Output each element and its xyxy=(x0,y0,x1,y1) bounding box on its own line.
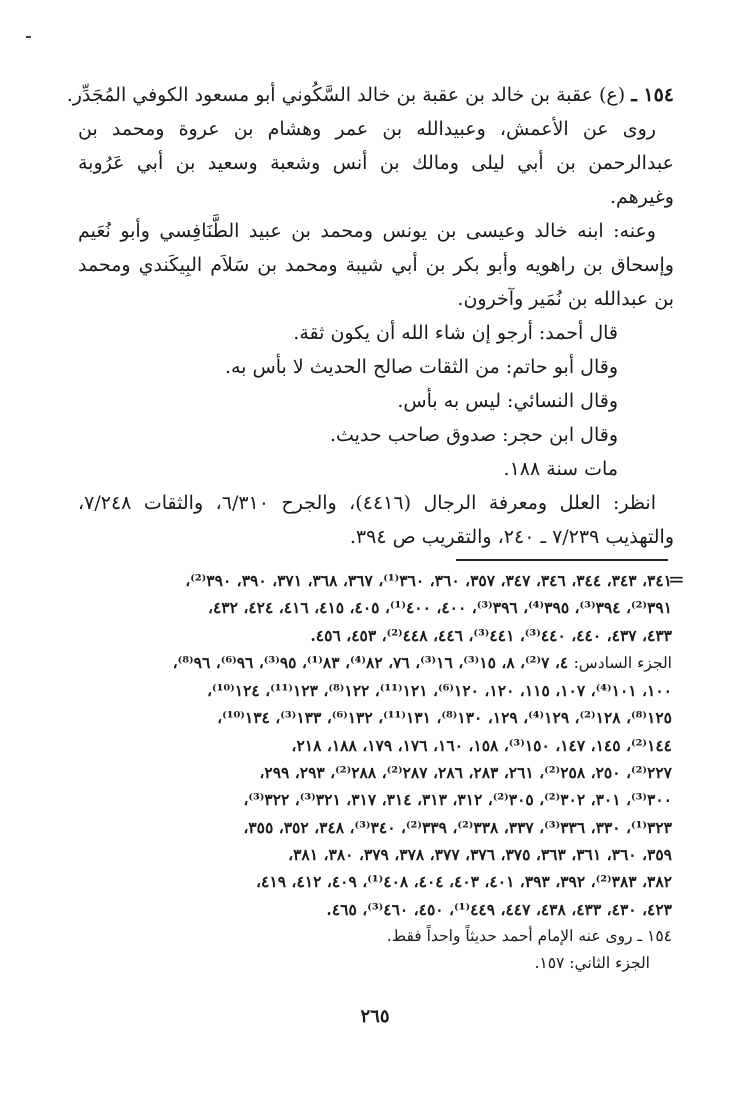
opinion-nasai: وقال النسائي: ليس به بأس. xyxy=(397,390,618,412)
footnote-line: ١٠٠، ١٠١⁽⁴⁾، ١٠٧، ١١٥، ١٢٠، ١٢٠⁽⁶⁾، ١٢١⁽¹¹⁾، ١٢٢⁽⁸⁾، ١٢٣⁽¹¹⁾، ١٢٤⁽¹⁰⁾، xyxy=(206,681,672,701)
footnote-line: ١٢٥⁽⁸⁾، ١٢٨⁽²⁾، ١٢٩⁽⁴⁾، ١٢٩، ١٣٠⁽⁸⁾، ١٣١⁽¹¹⁾، ١٣٢⁽⁶⁾، ١٣٣⁽³⁾، ١٣٤⁽¹⁰⁾، xyxy=(217,708,672,728)
footnote-line: ٤٣٣، ٤٣٧، ٤٤٠، ٤٤٠⁽³⁾، ٤٤١⁽³⁾، ٤٤٦، ٤٤٨⁽²⁾، ٤٥٣، ٤٥٦. xyxy=(310,625,672,645)
transmitters-from: روى عن الأعمش، وعبيدالله بن عمر وهشام بن عروة ومحمد بن عبدالرحمن بن أبي ليلى ومالك بن أنس وشعبة وسعيد بن أبي عَرُوبة وغيرهم. xyxy=(78,118,674,208)
footnote-154-part2: الجزء الثاني: ١٥٧. xyxy=(534,954,650,973)
footnote-line: ٣٩١⁽²⁾، ٣٩٤⁽³⁾، ٣٩٥⁽⁴⁾، ٣٩٦⁽³⁾، ٤٠٠، ٤٠٠⁽¹⁾، ٤٠٥، ٤١٥، ٤١٦، ٤٢٤، ٤٣٢، xyxy=(207,598,672,618)
footnote-line: ٢٢٧⁽²⁾، ٢٥٠، ٢٥٨⁽²⁾، ٢٦١، ٢٨٣، ٢٨٦، ٢٨٧⁽²⁾، ٢٨٨⁽²⁾، ٢٩٣، ٢٩٩، xyxy=(259,763,672,783)
death-year: مات سنة ١٨٨. xyxy=(503,458,618,480)
footnote-line: ٤٢٣، ٤٣٠، ٤٣٣، ٤٣٨، ٤٤٧، ٤٤٩⁽¹⁾، ٤٥٠، ٤٦٠⁽³⁾، ٤٦٥. xyxy=(326,899,672,919)
part6-refs: ٤، ٧⁽²⁾، ٨، ١٥⁽³⁾، ١٦⁽³⁾، ٧٦، ٨٢⁽⁴⁾، ٨٣⁽¹⁾، ٩٥⁽³⁾، ٩٦⁽⁶⁾، ٩٦⁽⁸⁾، xyxy=(172,652,569,672)
page-number: ٢٦٥ xyxy=(360,1006,390,1027)
main-entry xyxy=(66,78,674,554)
scan-speck xyxy=(26,36,31,38)
opinion-ahmad: قال أحمد: أرجو إن شاء الله أن يكون ثقة. xyxy=(293,322,618,344)
footnote-line: ٣٤١، ٣٤٣، ٣٤٤، ٣٤٦، ٣٤٧، ٣٥٧، ٣٦٠، ٣٦٠⁽¹⁾، ٣٦٧، ٣٦٨، ٣٧١، ٣٩٠، ٣٩٠⁽²⁾، xyxy=(185,571,672,590)
part6-label: الجزء السادس: xyxy=(573,653,672,672)
footnote-part6-first-line xyxy=(78,649,672,677)
footnote-line: ٣٥٩، ٣٦٠، ٣٦١، ٣٦٣، ٣٧٥، ٣٧٦، ٣٧٧، ٣٧٨، ٣٧٩، ٣٨٠، ٣٨١، xyxy=(288,844,672,864)
transmitters-to: وعنه: ابنه خالد وعيسى بن يونس ومحمد بن عبيد الطَّنَافِسي وأبو نُعَيم وإسحاق بن راهويه وأبو بكر بن أبي شيبة ومحمد بن سَلاَم البِيكَندي ومحمد بن عبدالله بن نُمَير وآخرون. xyxy=(78,220,674,310)
opinion-abu-hatim: وقال أبو حاتم: من الثقات صالح الحديث لا بأس به. xyxy=(224,356,618,378)
footnote-line: ٣٢٣⁽¹⁾، ٣٣٠، ٣٣٦⁽³⁾، ٣٣٧، ٣٣٨⁽²⁾، ٣٣٩⁽²⁾، ٣٤٠⁽³⁾، ٣٤٨، ٣٥٢، ٣٥٥، xyxy=(243,817,672,837)
footnote-line: ٣٠٠⁽³⁾، ٣٠١، ٣٠٢⁽²⁾، ٣٠٥⁽²⁾، ٣١٢، ٣١٣، ٣١٤، ٣١٧، ٣٢١⁽³⁾، ٣٢٢⁽³⁾، xyxy=(243,790,672,810)
footnotes xyxy=(78,567,672,977)
sources-reference: انظر: العلل ومعرفة الرجال (٤٤١٦)، والجرح ٦/٣١٠، والثقات ٧/٢٤٨، والتهذيب ٧/٢٣٩ ـ ٢٤٠، والتقريب ص ٣٩٤. xyxy=(78,492,674,548)
entry-name: (ع) عقبة بن خالد بن عقبة بن خالد السَّكُوني أبو مسعود الكوفي المُجَدِّر. xyxy=(66,84,626,106)
footnote-line: ١٤٤⁽²⁾، ١٤٥، ١٤٧، ١٥٠⁽³⁾، ١٥٨، ١٦٠، ١٧٦، ١٧٩، ١٨٨، ٢١٨، xyxy=(291,735,672,755)
footnote-line: ٣٨٢، ٣٨٣⁽²⁾، ٣٩٢، ٣٩٣، ٤٠١، ٤٠٣، ٤٠٤، ٤٠٨⁽¹⁾، ٤٠٩، ٤١٢، ٤١٩، xyxy=(256,872,672,892)
entry-number: ١٥٤ ـ xyxy=(631,84,674,106)
footnote-separator xyxy=(456,559,668,561)
entry-heading xyxy=(66,78,674,112)
footnote-154: ١٥٤ ـ روى عنه الإمام أحمد حديثاً واحداً فقط. xyxy=(386,926,672,945)
continuation-mark: = xyxy=(668,567,685,591)
opinion-ibn-hajar: وقال ابن حجر: صدوق صاحب حديث. xyxy=(329,424,618,446)
